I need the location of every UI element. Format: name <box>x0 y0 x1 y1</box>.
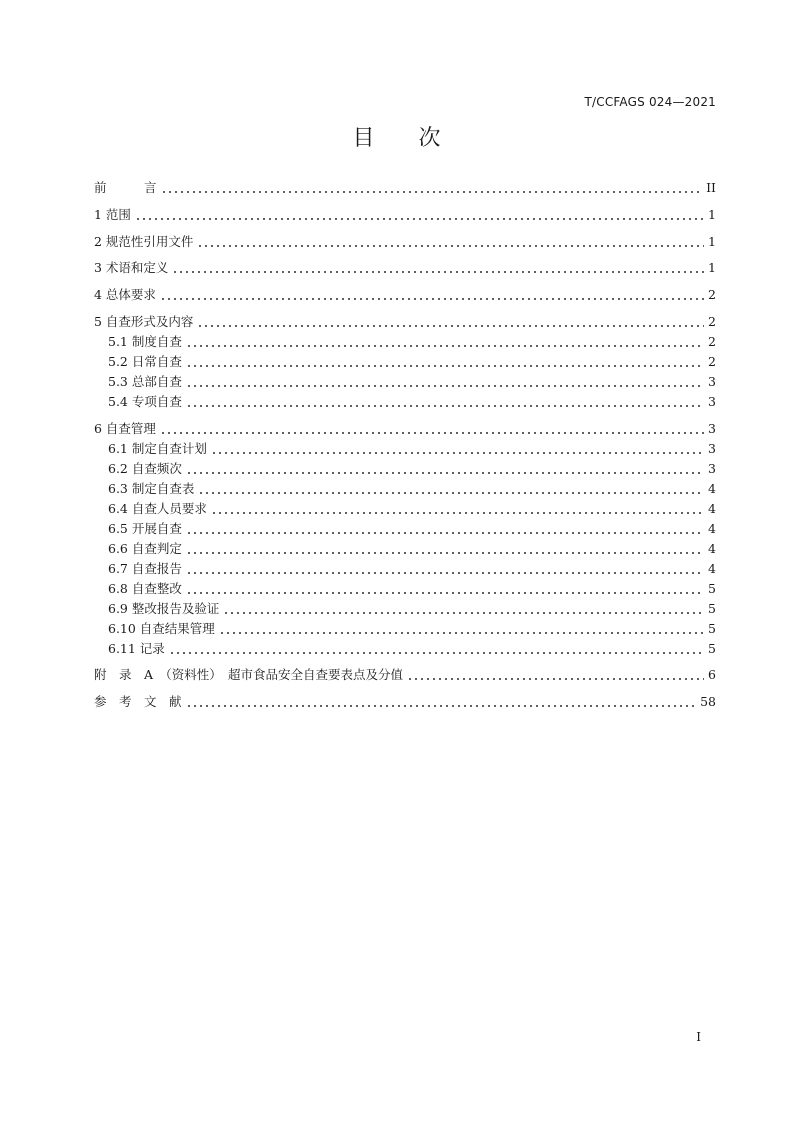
toc-entry-bibliography[interactable] <box>94 693 716 711</box>
toc-entry-page: 4 <box>708 521 716 536</box>
toc-entry-6-9[interactable] <box>108 600 716 618</box>
dot-leader <box>186 385 704 387</box>
dot-leader <box>186 532 704 534</box>
toc-entry-6-6[interactable] <box>108 540 716 558</box>
dot-leader <box>186 345 704 347</box>
toc-entry-page: 4 <box>708 541 716 556</box>
dot-leader <box>223 612 704 614</box>
toc-entry-appendix-a[interactable] <box>94 666 716 684</box>
toc-entry-label: 1 范围 <box>94 207 131 222</box>
toc-entry-page: 4 <box>708 481 716 496</box>
toc-entry-label: 4 总体要求 <box>94 287 156 302</box>
dot-leader <box>186 572 704 574</box>
toc-entry-label: 6 自查管理 <box>94 421 156 436</box>
toc-entry-page: 5 <box>708 641 716 656</box>
toc-entry-6-1[interactable] <box>108 440 716 458</box>
toc-entry-page: 5 <box>708 581 716 596</box>
toc-entry-page: 3 <box>708 461 716 476</box>
toc-entry-label: 5.2 日常自查 <box>108 354 182 369</box>
dot-leader <box>186 472 704 474</box>
dot-leader <box>197 325 704 327</box>
toc-entry-label: 6.7 自查报告 <box>108 561 182 576</box>
toc-entry-6-3[interactable] <box>108 480 716 498</box>
toc-entry-label: 附 录 A （资料性） 超市食品安全自查要表点及分值 <box>94 667 404 682</box>
toc-entry-label: 6.4 自查人员要求 <box>108 501 207 516</box>
toc-entry-page: 1 <box>708 234 716 249</box>
toc-entry-page: 5 <box>708 621 716 636</box>
toc-entry-5-3[interactable] <box>108 373 716 391</box>
document-code: T/CCFAGS 024—2021 <box>584 95 716 109</box>
toc-entry-5-4[interactable] <box>108 393 716 411</box>
toc-entry-label: 3 术语和定义 <box>94 260 169 275</box>
dot-leader <box>219 632 704 634</box>
dot-leader <box>186 705 697 707</box>
toc-entry-page: 5 <box>708 601 716 616</box>
toc-entry-label: 5.1 制度自查 <box>108 334 182 349</box>
toc-entry-page: 1 <box>708 260 716 275</box>
page-title: 目 次 <box>352 126 441 151</box>
toc-entry-page: 2 <box>708 314 716 329</box>
dot-leader <box>211 452 704 454</box>
toc-entry-page: 3 <box>708 441 716 456</box>
toc-entry-page: 6 <box>708 667 716 682</box>
toc-entry-page: 3 <box>708 421 716 436</box>
dot-leader <box>172 271 704 273</box>
dot-leader <box>135 218 704 220</box>
toc-entry-label: 6.6 自查判定 <box>108 541 182 556</box>
toc-entry-label: 6.5 开展自查 <box>108 521 182 536</box>
dot-leader <box>161 191 703 193</box>
toc-entry-label: 5.4 专项自查 <box>108 394 182 409</box>
toc-entry-page: 2 <box>708 287 716 302</box>
toc-entry-5-2[interactable] <box>108 353 716 371</box>
dot-leader <box>160 298 704 300</box>
toc-entry-page: II <box>706 180 716 195</box>
toc-entry-normative-references[interactable] <box>94 233 716 251</box>
toc-entry-label: 5.3 总部自查 <box>108 374 182 389</box>
toc-entry-label: 前 言 <box>94 180 157 195</box>
toc-entry-5-1[interactable] <box>108 333 716 351</box>
dot-leader <box>407 678 704 680</box>
dot-leader <box>211 512 704 514</box>
toc-entry-section-6[interactable] <box>94 420 716 438</box>
dot-leader <box>160 432 704 434</box>
dot-leader <box>197 245 704 247</box>
toc-entry-general-requirements[interactable] <box>94 286 716 304</box>
toc-entry-label: 参 考 文 献 <box>94 694 182 709</box>
dot-leader <box>186 365 704 367</box>
toc-entry-section-5[interactable] <box>94 313 716 331</box>
toc-entry-label: 6.10 自查结果管理 <box>108 621 215 636</box>
toc-entry-6-8[interactable] <box>108 580 716 598</box>
toc-entry-page: 4 <box>708 501 716 516</box>
toc-entry-page: 3 <box>708 394 716 409</box>
toc-entry-label: 5 自查形式及内容 <box>94 314 194 329</box>
toc-entry-6-2[interactable] <box>108 460 716 478</box>
toc-entry-page: 1 <box>708 207 716 222</box>
dot-leader <box>186 405 704 407</box>
toc-entry-label: 6.2 自查频次 <box>108 461 182 476</box>
toc-entry-label: 6.3 制定自查表 <box>108 481 195 496</box>
toc-entry-6-7[interactable] <box>108 560 716 578</box>
dot-leader <box>198 492 704 494</box>
toc-entry-6-5[interactable] <box>108 520 716 538</box>
toc-entry-page: 3 <box>708 374 716 389</box>
toc-entry-label: 6.9 整改报告及验证 <box>108 601 220 616</box>
toc-entry-page: 2 <box>708 334 716 349</box>
toc-entry-label: 6.8 自查整改 <box>108 581 182 596</box>
dot-leader <box>169 652 704 654</box>
toc-entry-label: 6.11 记录 <box>108 641 165 656</box>
toc-entry-scope[interactable] <box>94 206 716 224</box>
toc-entry-preface[interactable] <box>94 179 716 197</box>
dot-leader <box>186 592 704 594</box>
page-number: I <box>696 1030 701 1044</box>
toc-entry-terms[interactable] <box>94 259 716 277</box>
toc-entry-page: 58 <box>700 694 716 709</box>
toc-entry-page: 4 <box>708 561 716 576</box>
toc-entry-label: 6.1 制定自查计划 <box>108 441 207 456</box>
dot-leader <box>186 552 704 554</box>
toc-entry-6-4[interactable] <box>108 500 716 518</box>
toc-entry-label: 2 规范性引用文件 <box>94 234 194 249</box>
toc-entry-6-11[interactable] <box>108 640 716 658</box>
toc-entry-page: 2 <box>708 354 716 369</box>
toc-entry-6-10[interactable] <box>108 620 716 638</box>
